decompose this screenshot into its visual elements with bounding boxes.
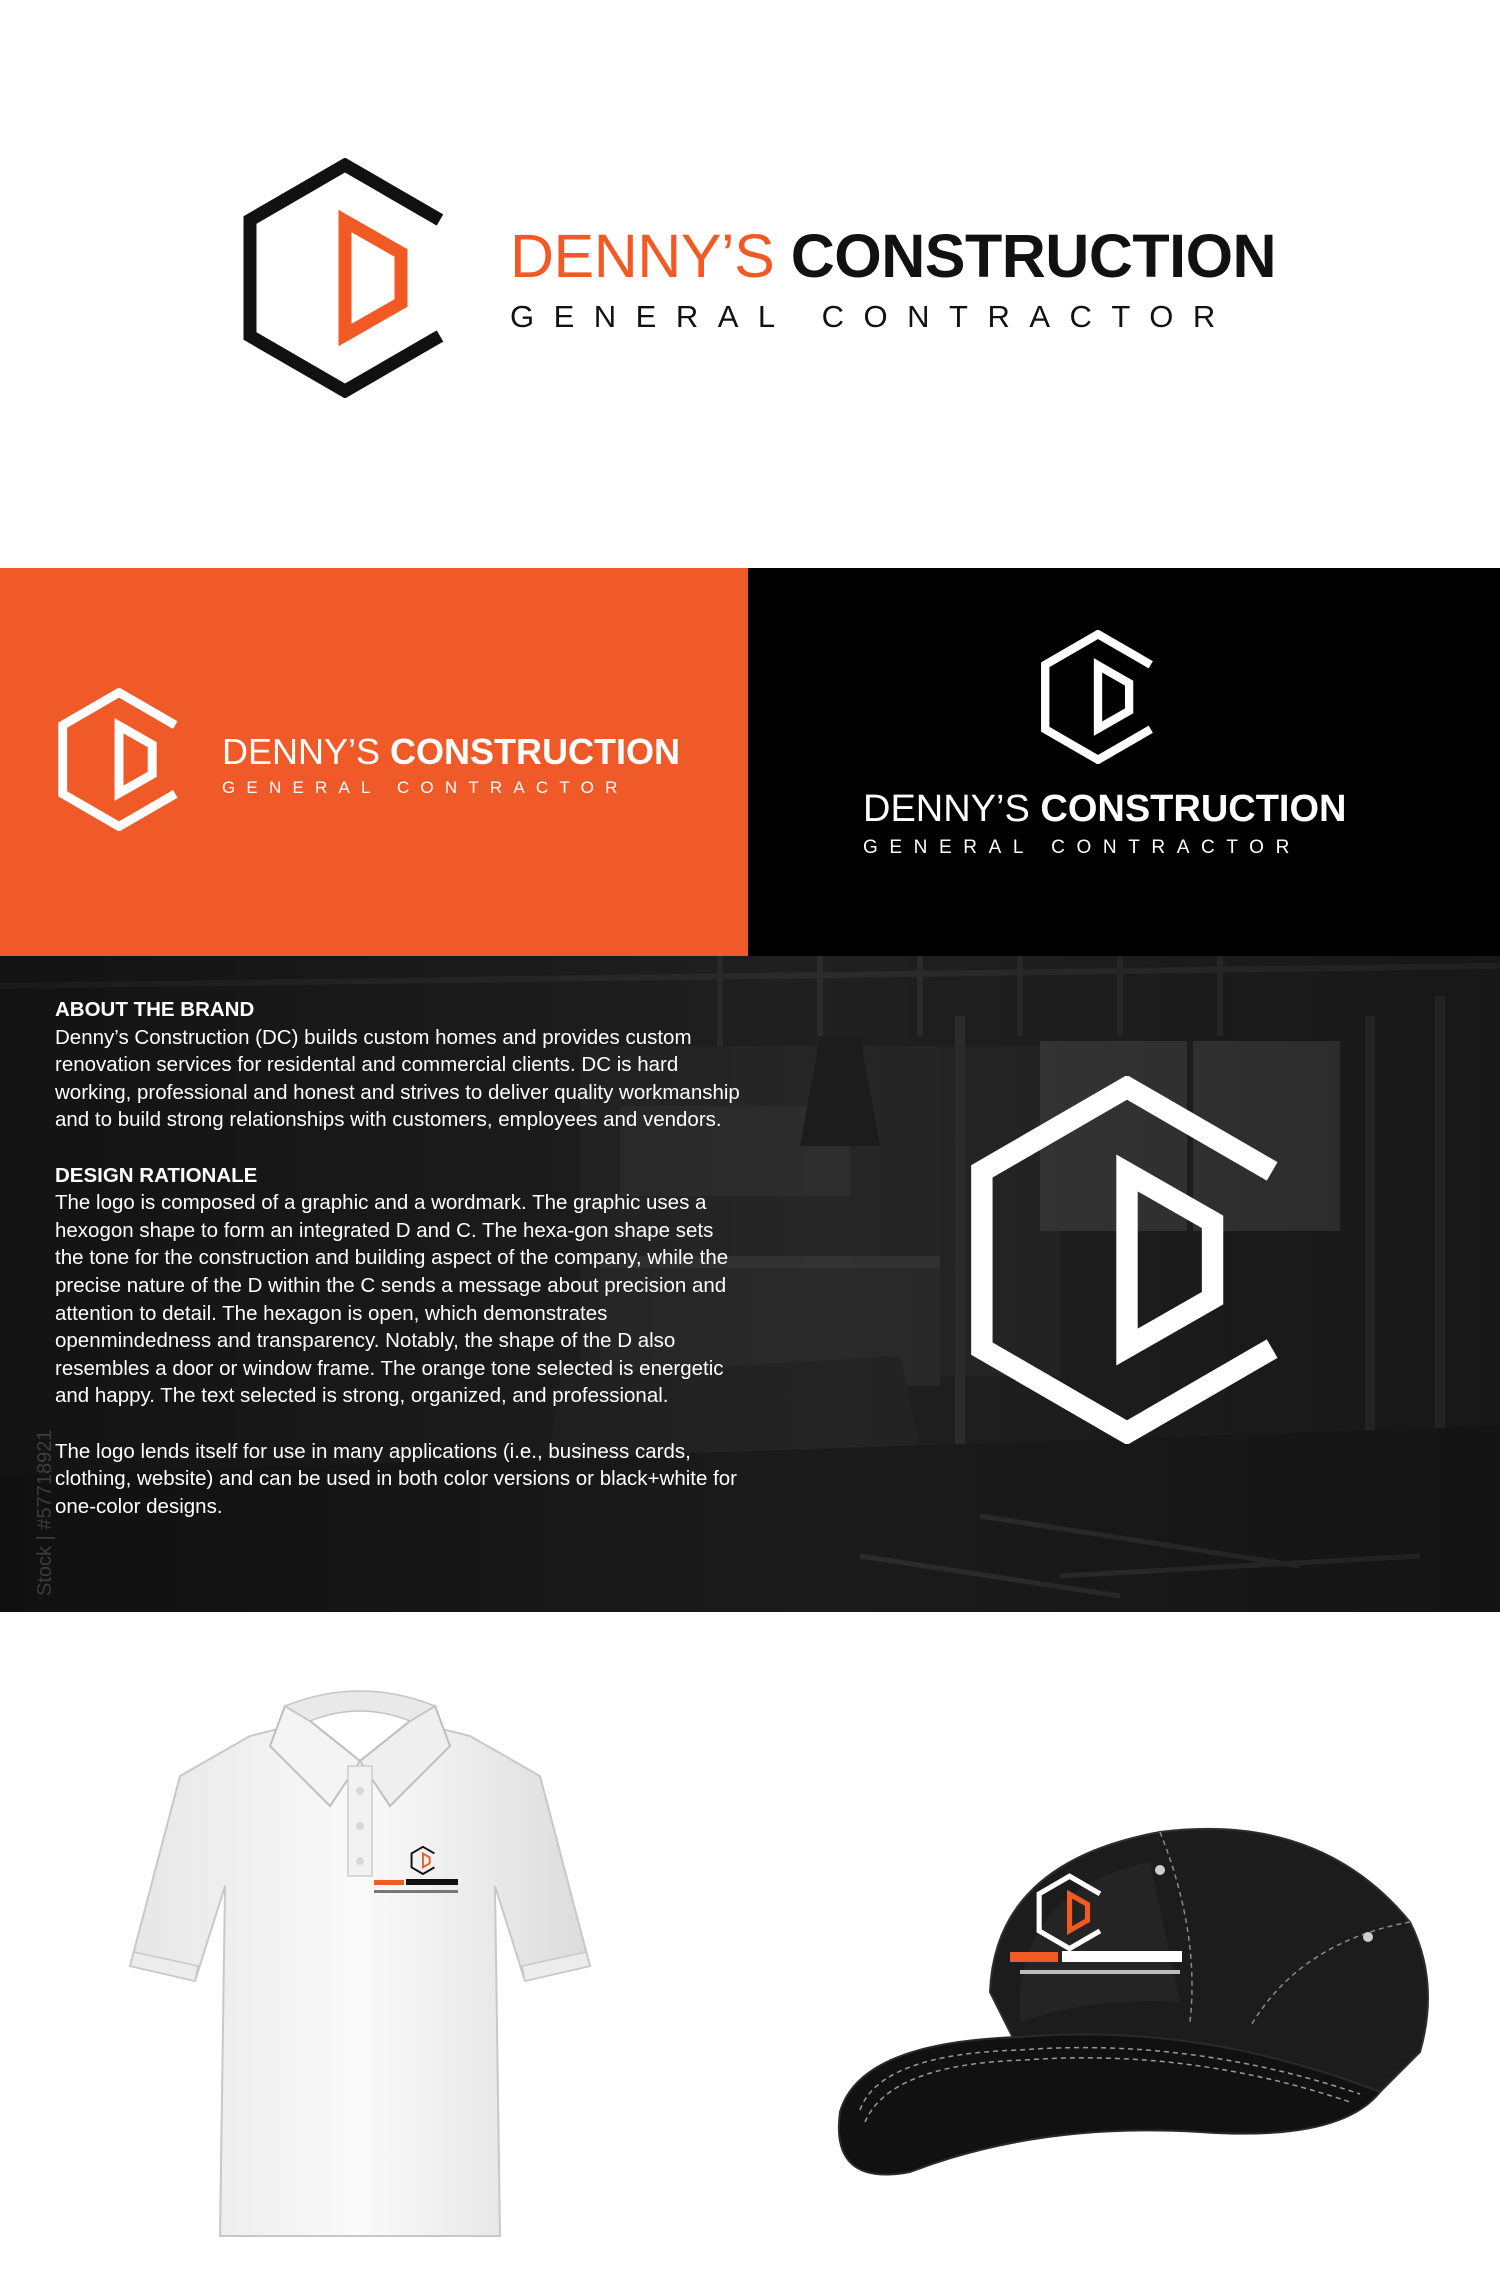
- brand-name-second: CONSTRUCTION: [790, 222, 1277, 290]
- merchandise-mockups-section: [0, 1612, 1500, 2275]
- primary-logo-section: [0, 0, 1500, 568]
- dc-hexagon-logo-icon: [1038, 630, 1158, 764]
- brand-name-second: CONSTRUCTION: [1040, 788, 1347, 830]
- brand-name: [510, 222, 1277, 290]
- stock-watermark: Stock | #57718921: [34, 1429, 56, 1596]
- brand-tagline: GENERAL CONTRACTOR: [510, 299, 1235, 334]
- brand-name: [222, 731, 681, 772]
- brand-name-first: DENNY’S: [510, 222, 775, 290]
- about-paragraph: Denny’s Construction (DC) builds custom homes and provides custom renovation services for residental and commercial clients. DC is hard working, professional and honest and strives to deliver quality workmanship and to build strong relationships with customers, employees and vendors.: [55, 1025, 740, 1132]
- dc-hexagon-logo-icon: [237, 158, 453, 398]
- brand-tagline: GENERAL CONTRACTOR: [863, 837, 1301, 858]
- black-wordmark: [863, 790, 1346, 857]
- dc-hexagon-logo-icon: [962, 1076, 1292, 1444]
- rationale-paragraph: The logo is composed of a graphic and a wordmark. The graphic uses a hexogon shape to form an integrated D and C. The hexa-gon shape sets the tone for the construction and building aspect of the company, while the precise nature of the D within the C sends a message about precision and attention to detail. The hexagon is open, which demonstrates openmindedness and transparency. Notably, the shape of the D also resembles a door or window frame. The orange tone selected is energetic and happy. The text selected is strong, organized, and professional.: [55, 1191, 729, 1408]
- brand-story-section: [0, 956, 1500, 1612]
- rationale-heading: DESIGN RATIONALE: [55, 1163, 258, 1187]
- about-heading: ABOUT THE BRAND: [55, 998, 255, 1021]
- brand-tagline: GENERAL CONTRACTOR: [222, 778, 629, 797]
- applications-paragraph: The logo lends itself for use in many applications (i.e., business cards, clothing, website) and can be used in both color versions or black+white for one-color designs.: [55, 1439, 738, 1518]
- brand-name: [863, 790, 1346, 828]
- brand-name-second: CONSTRUCTION: [390, 731, 681, 772]
- orange-logo-variant: [0, 568, 748, 956]
- brand-description: [55, 996, 745, 1548]
- black-logo-variant: [748, 568, 1500, 956]
- baseball-cap-mockup: [820, 1792, 1450, 2192]
- dc-hexagon-logo-icon: [55, 688, 183, 831]
- brand-name-first: DENNY’S: [863, 788, 1030, 830]
- brand-name-first: DENNY’S: [222, 731, 381, 772]
- primary-wordmark: [510, 222, 1277, 334]
- polo-shirt-mockup: [120, 1666, 600, 2256]
- orange-wordmark: [222, 731, 681, 797]
